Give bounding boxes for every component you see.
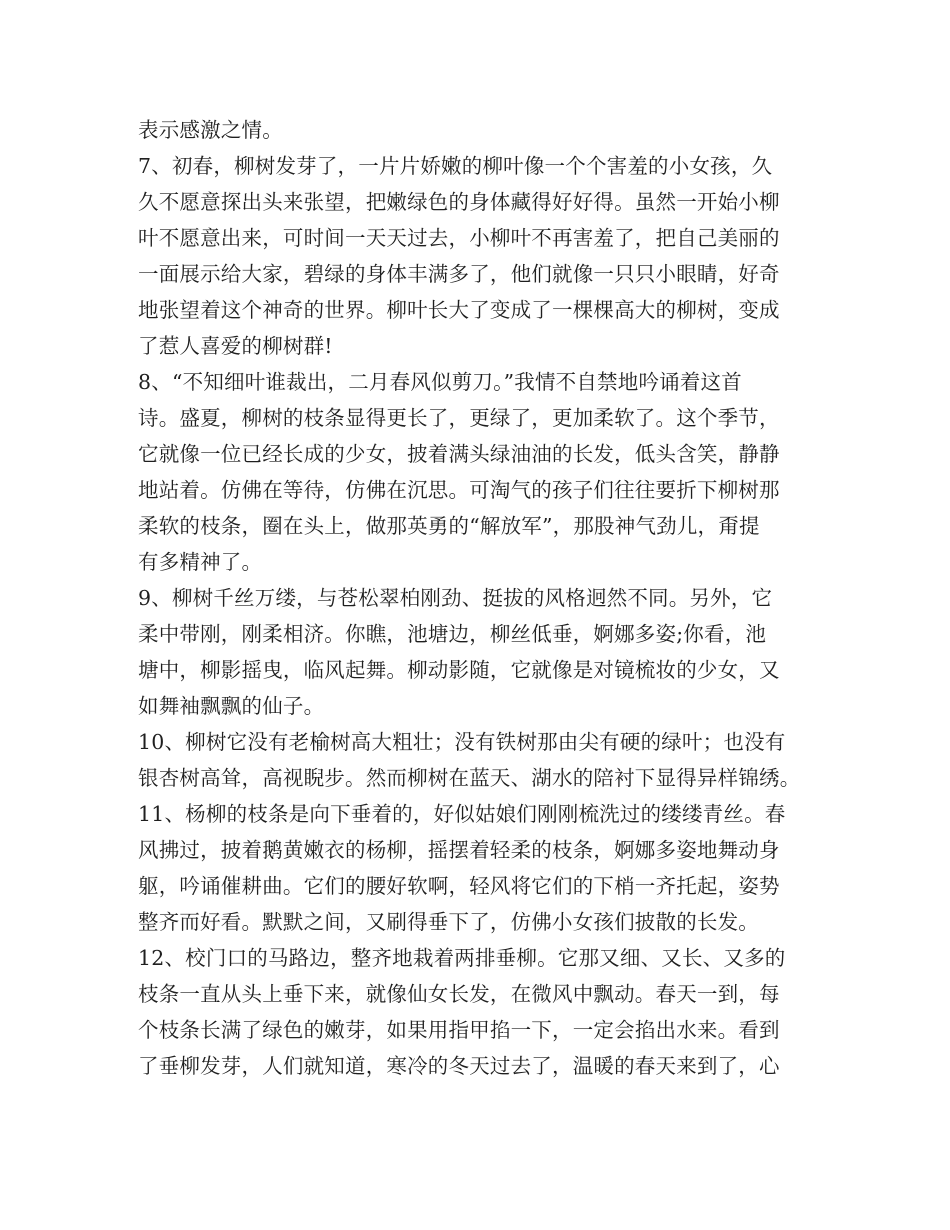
text-line: 表示感激之情。 bbox=[138, 118, 283, 142]
text-line: 躯，吟诵催耕曲。它们的腰好软啊，轻风将它们的下梢一齐托起，姿势 bbox=[138, 874, 780, 898]
text-line: 枝条一直从头上垂下来，就像仙女长发，在微风中飘动。春天一到，每 bbox=[138, 982, 780, 1006]
text-line: 银杏树高耸，高视睨步。然而柳树在蓝天、湖水的陪衬下显得异样锦绣。 bbox=[138, 766, 801, 790]
text-line: 了惹人喜爱的柳树群! bbox=[138, 334, 333, 358]
text-line: 塘中，柳影摇曳，临风起舞。柳动影随，它就像是对镜梳妆的少女，又 bbox=[138, 658, 780, 682]
text-line: 了垂柳发芽，人们就知道，寒冷的冬天过去了，温暖的春天来到了，心 bbox=[138, 1054, 780, 1078]
text-line: 如舞袖飘飘的仙子。 bbox=[138, 694, 325, 718]
text-line: 柔软的枝条，圈在头上，做那英勇的“解放军”，那股神气劲儿，甭提 bbox=[138, 514, 760, 538]
text-line: 叶不愿意出来，可时间一天天过去，小柳叶不再害羞了，把自己美丽的 bbox=[138, 226, 780, 250]
text-line: 12、校门口的马路边，整齐地栽着两排垂柳。它那又细、又长、又多的 bbox=[138, 946, 786, 970]
text-line: 它就像一位已经长成的少女，披着满头绿油油的长发，低头含笑，静静 bbox=[138, 442, 780, 466]
text-line: 久不愿意探出头来张望，把嫩绿色的身体藏得好好得。虽然一开始小柳 bbox=[138, 190, 780, 214]
text-line: 风拂过，披着鹅黄嫩衣的杨柳，摇摆着轻柔的枝条，婀娜多姿地舞动身 bbox=[138, 838, 780, 862]
text-line: 地站着。仿佛在等待，仿佛在沉思。可淘气的孩子们往往要折下柳树那 bbox=[138, 478, 780, 502]
text-line: 整齐而好看。默默之间，又刷得垂下了，仿佛小女孩们披散的长发。 bbox=[138, 910, 759, 934]
text-line: 9、柳树千丝万缕，与苍松翠柏刚劲、挺拔的风格迥然不同。另外，它 bbox=[138, 586, 773, 610]
text-line: 地张望着这个神奇的世界。柳叶长大了变成了一棵棵高大的柳树，变成 bbox=[138, 298, 780, 322]
text-line: 8、“不知细叶谁裁出，二月春风似剪刀。”我情不自禁地吟诵着这首 bbox=[138, 370, 742, 394]
text-line: 柔中带刚，刚柔相济。你瞧，池塘边，柳丝低垂，婀娜多姿;你看，池 bbox=[138, 622, 767, 646]
text-line: 个枝条长满了绿色的嫩芽，如果用指甲掐一下，一定会掐出水来。看到 bbox=[138, 1018, 780, 1042]
text-line: 7、初春，柳树发芽了，一片片娇嫩的柳叶像一个个害羞的小女孩，久 bbox=[138, 154, 773, 178]
text-line: 有多精神了。 bbox=[138, 550, 263, 574]
text-line: 诗。盛夏，柳树的枝条显得更长了，更绿了，更加柔软了。这个季节， bbox=[138, 406, 780, 430]
text-line: 11、杨柳的枝条是向下垂着的，好似姑娘们刚刚梳洗过的缕缕青丝。春 bbox=[138, 802, 786, 826]
document-body bbox=[138, 112, 818, 1084]
text-line: 10、柳树它没有老榆树高大粗壮；没有铁树那由尖有硬的绿叶；也没有 bbox=[138, 730, 786, 754]
text-line: 一面展示给大家，碧绿的身体丰满多了，他们就像一只只小眼睛，好奇 bbox=[138, 262, 780, 286]
